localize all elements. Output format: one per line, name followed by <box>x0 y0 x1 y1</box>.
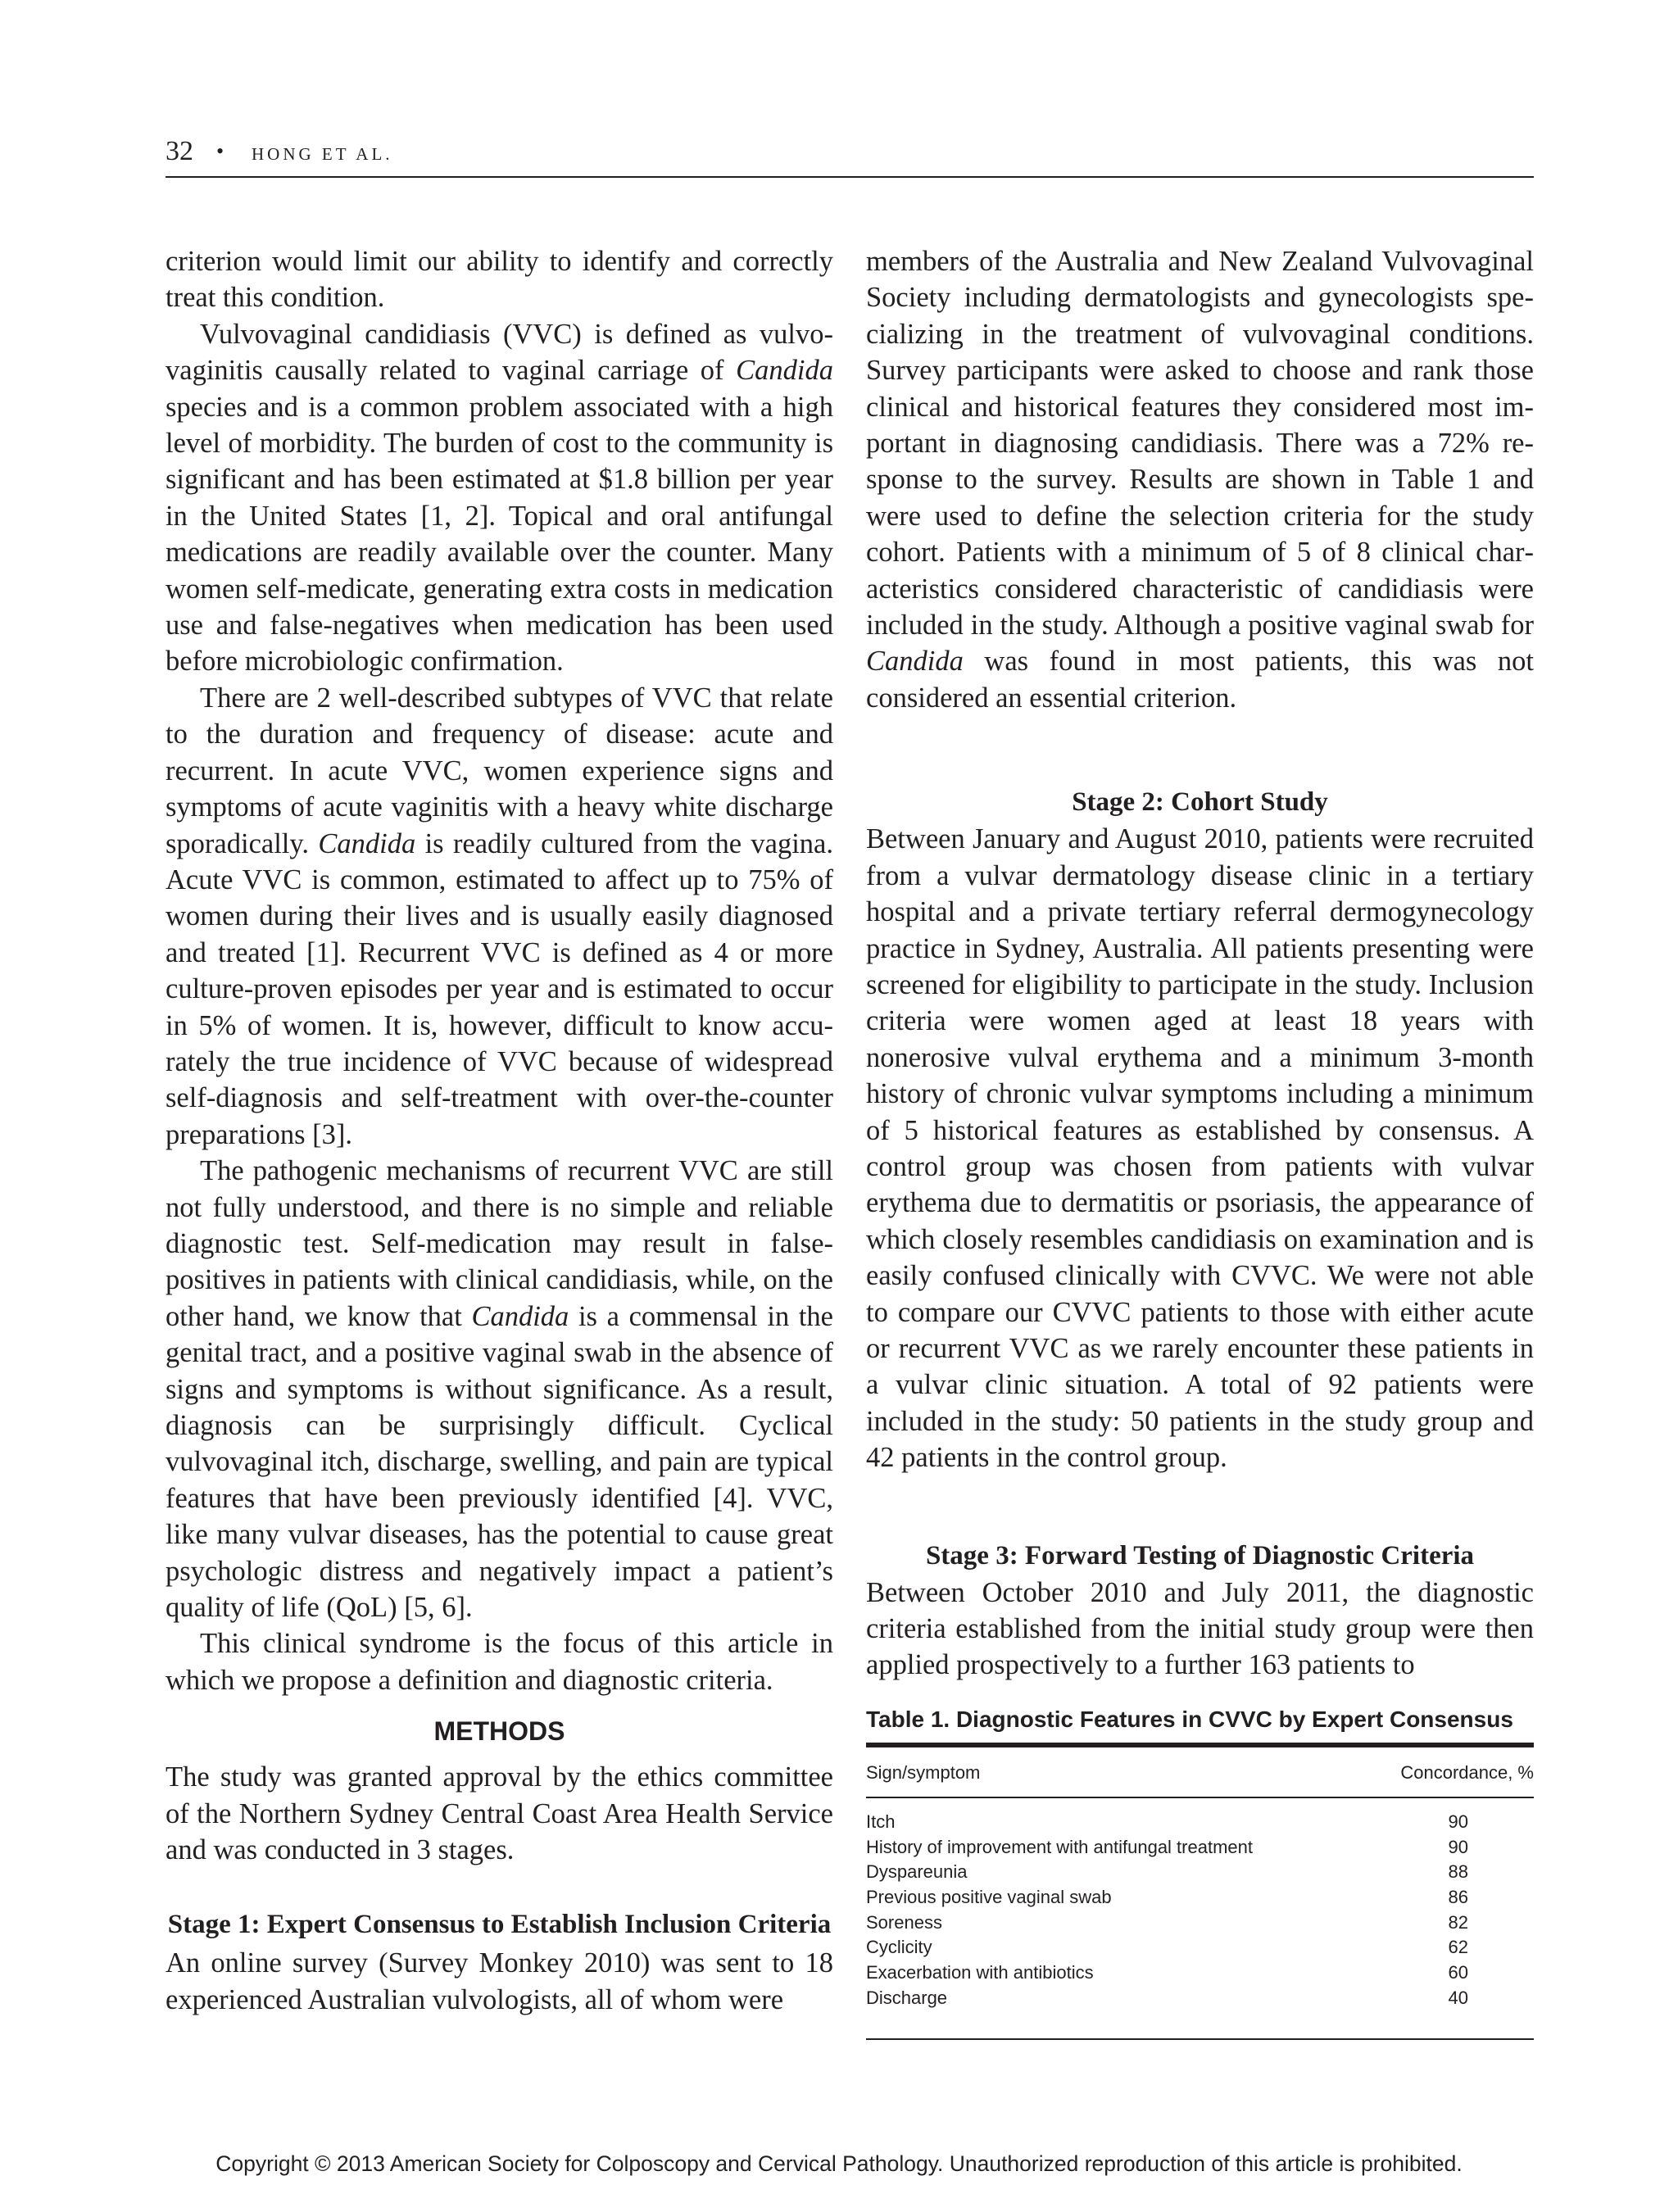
table-row <box>866 1798 1534 1835</box>
table-row <box>866 1935 1534 1960</box>
row-feature: Cyclicity <box>866 1937 932 1958</box>
text-run: species and is a common problem associated with a high level of morbidity. The burden of cost to the community is significant and has been estimated at $1.8 billion per year in the United States [1, 2]. Topical and oral antifungal medications are readily available over the counter. Many women self-medicate, generating extra costs in medication use and false-negatives when medication has been used before microbiologic confirmation. <box>166 391 833 678</box>
table-header-row <box>866 1747 1534 1797</box>
row-value: 88 <box>1448 1861 1468 1883</box>
right-column <box>866 243 1534 2040</box>
table-row <box>866 1986 1534 2039</box>
paragraph-forward-testing: Between October 2010 and July 2011, the diagnostic criteria established from the initial study group were then applied prospectively to a further 163 patients to <box>866 1576 1534 1681</box>
row-value: 60 <box>1448 1962 1468 1983</box>
row-value: 62 <box>1448 1937 1468 1958</box>
table-grid <box>866 1747 1534 2039</box>
row-feature: Previous positive vaginal swab <box>866 1886 1112 1907</box>
text-run: There are 2 well-described subtypes of VVC that relate to the duration and frequency of disease: acute and recurrent. In acute VVC, women experience signs and symptoms of acute vaginitis with a heavy white discharge sporadically. <box>166 682 833 859</box>
italic-term: Candida <box>866 646 964 678</box>
text-run: is readily cultured from the vagina. Acute VVC is common, estimated to affect up to 75% of women during their lives and is usually easily diagnosed and treated [1]. Recurrent VVC is defined as 4 or more culture-proven episodes per year and is estimated to occur in 5% of women. It is, however, difficult to know accurately the true incidence of VVC because of widespread self-diagnosis and self-treatment with over-the-counter preparations [3]. <box>166 827 833 1150</box>
row-feature: Itch <box>866 1811 896 1832</box>
paragraph-vvc-definition <box>166 316 833 680</box>
paragraph-survey: An online survey (Survey Monkey 2010) was sent to 18 experienced Australian vulvologists, all of whom were <box>166 1947 833 2015</box>
text-run: The pathogenic mechanisms of recurrent VVC are still not fully understood, and there is no simple and reliable diagnostic test. Self-medication may result in false-positives in patients with clinical candidiasis, while, on the other hand, we know that <box>166 1155 833 1332</box>
row-feature: Soreness <box>866 1911 942 1933</box>
page-number: 32 <box>166 136 193 166</box>
table-row <box>866 1885 1534 1911</box>
text-run: was found in most patients, this was not considered an essential criterion. <box>866 646 1534 714</box>
col-header-concordance: Concordance, % <box>1400 1761 1534 1783</box>
table-bottom-rule <box>866 2038 1534 2040</box>
left-column <box>166 243 833 2018</box>
row-value: 86 <box>1448 1886 1468 1907</box>
italic-term: Candida <box>736 355 833 387</box>
italic-term: Candida <box>318 827 416 859</box>
paragraph-ethics: The study was granted approval by the ethics committee of the Northern Sydney Central Coast Area Health Service and was conducted in 3 stages. <box>166 1761 833 1866</box>
running-head: HONG ET AL. <box>252 144 393 164</box>
header-bullet: • <box>216 139 224 163</box>
row-value: 40 <box>1448 1987 1468 2008</box>
paragraph-subtypes <box>166 680 833 1153</box>
text-run: is a commensal in the genital tract, and a positive vaginal swab in the absence of signs and symptoms is without significance. As a result, diagnosis can be surprisingly difficult. Cyclical vulvovaginal itch, discharge, swelling, and pain are typical features that have been previously identified [4]. VVC, like many vulvar diseases, has the potential to cause great psychologic distress and negatively impact a patient’s quality of life (QoL) [5, 6]. <box>166 1300 833 1624</box>
stage1-heading: Stage 1: Expert Consensus to Establish Inclusion Criteria <box>167 1910 832 1940</box>
italic-term: Candida <box>471 1300 569 1332</box>
table-row <box>866 1835 1534 1861</box>
row-value: 90 <box>1448 1836 1468 1857</box>
row-feature: Discharge <box>866 1987 948 2008</box>
stage3-heading: Stage 3: Forward Testing of Diagnostic Criteria <box>925 1540 1475 1571</box>
table-title: Table 1. Diagnostic Features in CVVC by Expert Consensus <box>866 1706 1513 1732</box>
row-value: 90 <box>1448 1811 1468 1832</box>
table-row <box>866 1960 1534 1986</box>
text-run: members of the Australia and New Zealand Vulvovaginal Society including dermatologists and gynecologists specializing in the treatment of vulvovaginal conditions. Survey participants were asked to choose and rank those clinical and historical features they considered most important in diagnosing candidiasis. There was a 72% response to the survey. Results are shown in Table 1 and were used to define the selection criteria for the study cohort. Patients with a minimum of 5 of 8 clinical characteristics considered characteristic of candidiasis were included in the study. Although a positive vaginal swab for <box>866 246 1534 641</box>
text-run: Vulvovaginal candidiasis (VVC) is defined as vulvovaginitis causally related to vaginal carriage of <box>166 318 833 387</box>
row-feature: History of improvement with antifungal treatment <box>866 1836 1253 1857</box>
copyright-footer: Copyright © 2013 American Society for Colposcopy and Cervical Pathology. Unauthorized reproduction of this article is prohibited. <box>215 2151 1463 2176</box>
paragraph-survey-cont <box>866 243 1534 716</box>
stage2-heading: Stage 2: Cohort Study <box>1072 787 1328 818</box>
paragraph-pathogenic <box>166 1153 833 1625</box>
row-feature: Exacerbation with antibiotics <box>866 1962 1094 1983</box>
row-value: 82 <box>1448 1911 1468 1933</box>
col-header-sign-symptom: Sign/symptom <box>866 1761 981 1783</box>
row-feature: Dyspareunia <box>866 1861 968 1883</box>
table-row <box>866 1911 1534 1936</box>
paragraph: criterion would limit our ability to identify and correctly treat this condition. <box>166 246 833 314</box>
table-row <box>866 1860 1534 1885</box>
paragraph-cohort: Between January and August 2010, patients were recruited from a vulvar dermatology disease clinic in a tertiary hospital and a private tertiary referral dermogynecology practice in Sydney, Australia. All patients presenting were screened for eligibility to participate in the study. Inclusion criteria were women aged at least 18 years with nonerosive vulval erythema and a minimum 3-month history of chronic vulvar symptoms including a minimum of 5 historical features as established by consensus. A control group was chosen from patients with vulvar erythema due to dermatitis or psoriasis, the appearance of which closely resembles candidiasis on examination and is easily confused clinically with CVVC. We were not able to compare our CVVC patients to those with either acute or recurrent VVC as we rarely encounter these patients in a vulvar clinic situation. A total of 92 patients were included in the study: 50 patients in the study group and 42 patients in the control group. <box>866 823 1534 1474</box>
paragraph-focus: This clinical syndrome is the focus of this article in which we propose a definition and diagnostic criteria. <box>166 1628 833 1696</box>
table-1 <box>866 1705 1534 2041</box>
page-header <box>166 135 1534 178</box>
methods-heading: METHODS <box>433 1716 565 1747</box>
